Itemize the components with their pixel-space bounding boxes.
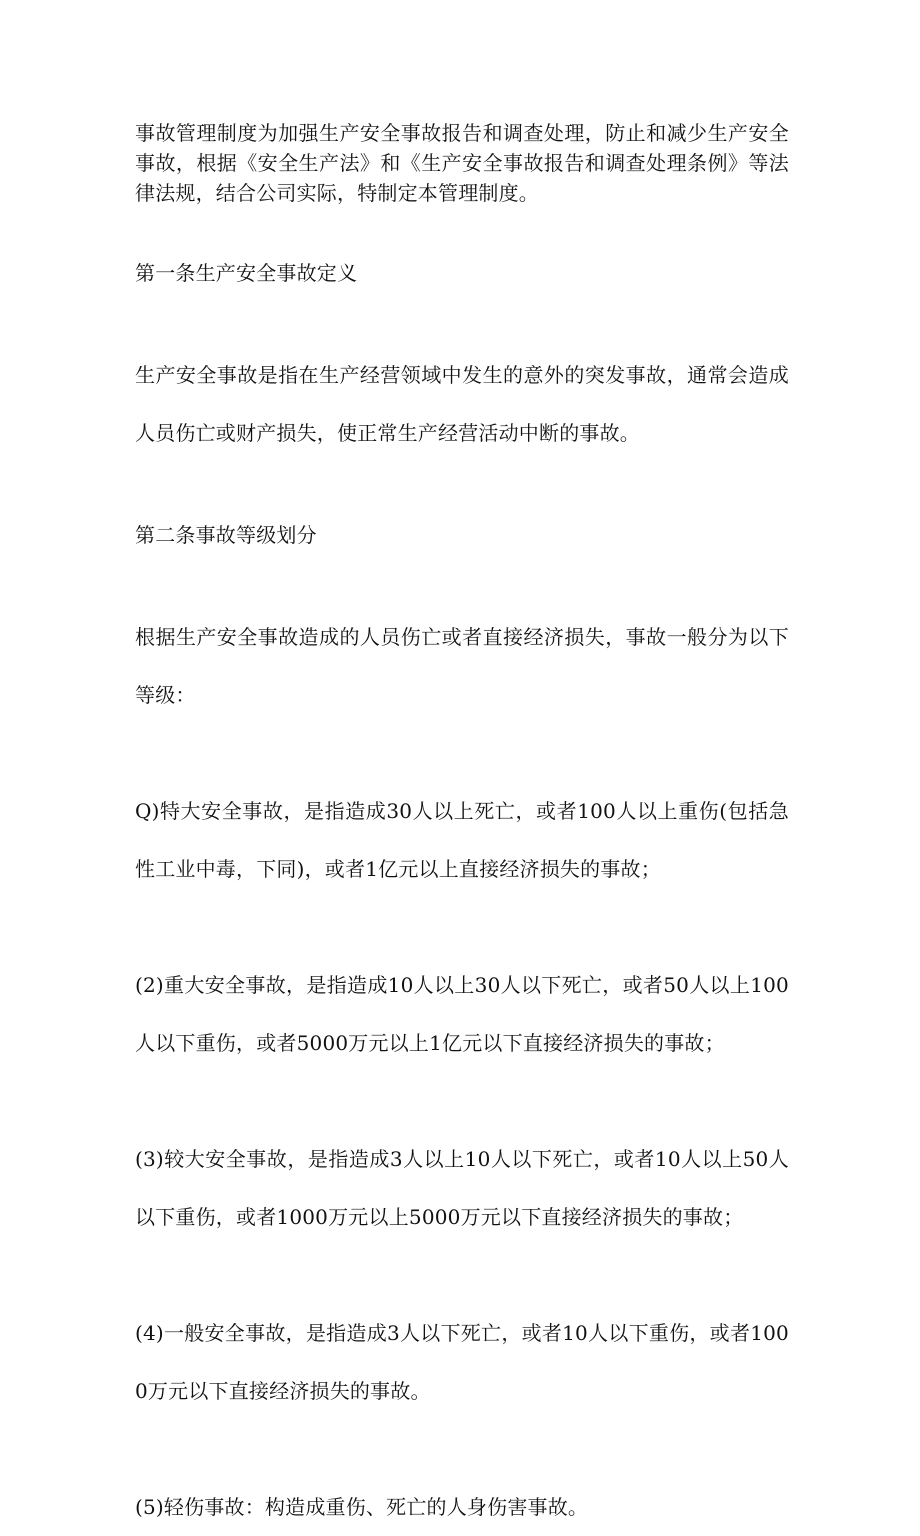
document-content: [135, 118, 789, 1536]
article-1-text: 生产安全事故是指在生产经营领域中发生的意外的突发事故，通常会造成人员伤亡或财产损失，使正常生产经营活动中断的事故。: [135, 363, 789, 445]
accident-level-item: (2)重大安全事故，是指造成10人以上30人以下死亡，或者50人以上100人以下重伤，或者5000万元以上1亿元以下直接经济损失的事故；: [135, 973, 789, 1055]
accident-level-item: (4)一般安全事故，是指造成3人以下死亡，或者10人以下重伤，或者1000万元以下直接经济损失的事故。: [135, 1321, 789, 1403]
article-2-heading: 第二条事故等级划分: [135, 523, 317, 547]
article-2-intro: 根据生产安全事故造成的人员伤亡或者直接经济损失，事故一般分为以下等级：: [135, 625, 789, 707]
intro-paragraph: 事故管理制度为加强生产安全事故报告和调查处理，防止和减少生产安全事故，根据《安全生产法》和《生产安全事故报告和调查处理条例》等法律法规，结合公司实际，特制定本管理制度。: [135, 121, 789, 205]
accident-level-item: Q)特大安全事故，是指造成30人以上死亡，或者100人以上重伤(包括急性工业中毒，下同)，或者1亿元以上直接经济损失的事故；: [135, 799, 789, 881]
accident-level-item: (3)较大安全事故，是指造成3人以上10人以下死亡，或者10人以上50人以下重伤，或者1000万元以上5000万元以下直接经济损失的事故；: [135, 1147, 789, 1229]
accident-level-item: (5)轻伤事故：构造成重伤、死亡的人身伤害事故。: [135, 1495, 589, 1519]
article-1-heading: 第一条生产安全事故定义: [135, 261, 358, 285]
